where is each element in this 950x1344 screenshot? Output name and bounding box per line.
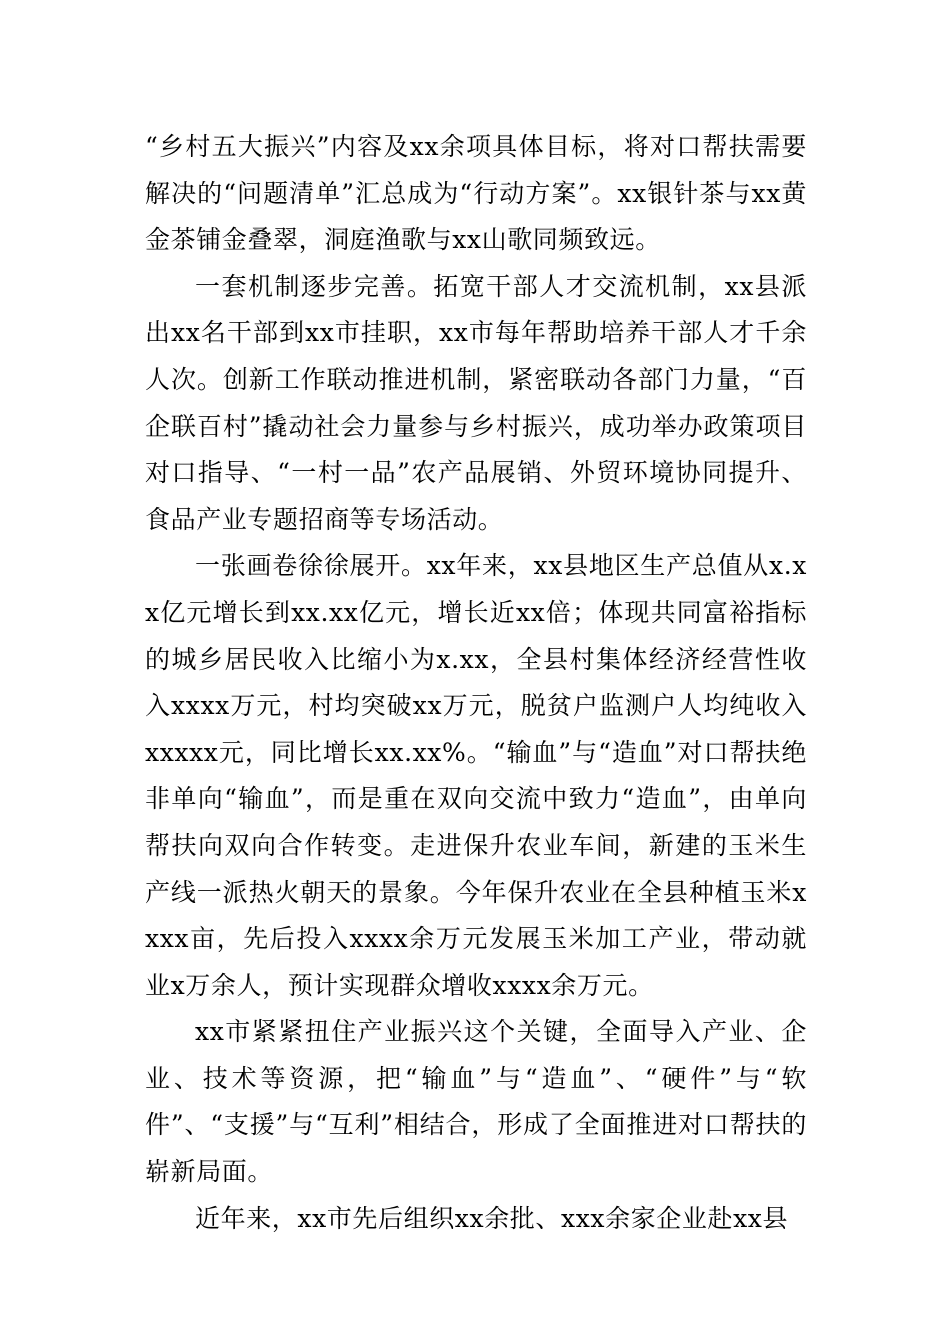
paragraph-3: 一张画卷徐徐展开。xx年来，xx县地区生产总值从x.xx亿元增长到xx.xx亿元，增长近xx倍；体现共同富裕指标的城乡居民收入比缩小为x.xx，全县村集体经济经营性收入xxxx万元，村均突破xx万元，脱贫户监测户人均纯收入xxxxx元，同比增长xx.xx%。“输血”与“造血”对口帮扶绝非单向“输血”，而是重在双向交流中致力“造血”，由单向帮扶向双向合作转变。走进保升农业车间，新建的玉米生产线一派热火朝天的景象。今年保升农业在全县种植玉米xxxx亩，先后投入xxxx余万元发展玉米加工产业，带动就业x万余人，预计实现群众增收xxxx余万元。	[145, 551, 807, 1000]
paragraph-1: “乡村五大振兴”内容及xx余项具体目标，将对口帮扶需要解决的“问题清单”汇总成为“行动方案”。xx银针茶与xx黄金茶铺金叠翠，洞庭渔歌与xx山歌同频致远。	[145, 132, 807, 255]
document-body	[145, 124, 807, 1242]
paragraph-4: xx市紧紧扭住产业振兴这个关键，全面导入产业、企业、技术等资源，把“输血”与“造血”、“硬件”与“软件”、“支援”与“互利”相结合，形成了全面推进对口帮扶的崭新局面。	[145, 1017, 807, 1187]
paragraph-5: 近年来，xx市先后组织xx余批、xxx余家企业赴xx县	[195, 1203, 789, 1233]
paragraph-2: 一套机制逐步完善。拓宽干部人才交流机制，xx县派出xx名干部到xx市挂职，xx市每年帮助培养干部人才千余人次。创新工作联动推进机制，紧密联动各部门力量，“百企联百村”撬动社会力量参与乡村振兴，成功举办政策项目对口指导、“一村一品”农产品展销、外贸环境协同提升、食品产业专题招商等专场活动。	[145, 271, 807, 534]
